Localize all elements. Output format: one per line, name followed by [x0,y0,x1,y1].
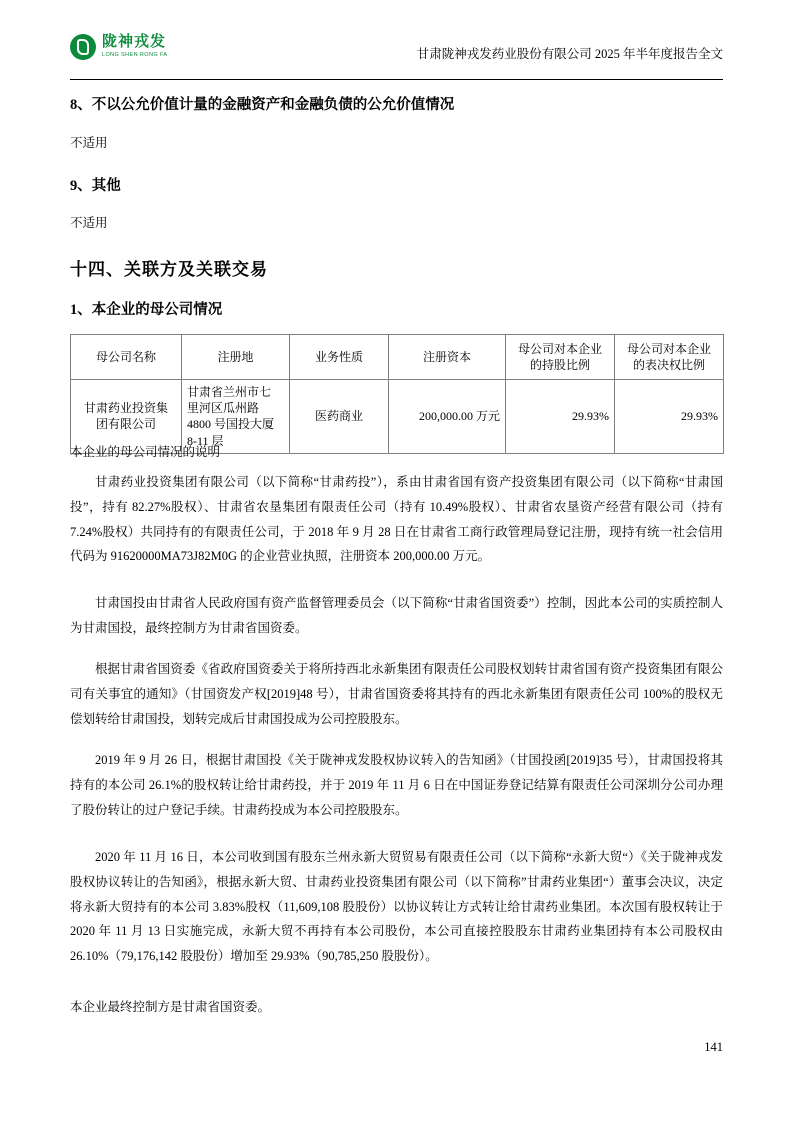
note-paragraph-5: 2020 年 11 月 16 日，本公司收到国有股东兰州永新大贸贸易有限责任公司（以下简称“永新大贸“）《关于陇神戎发股权协议转让的告知函》，根据永新大贸、甘肃药业投资集团有限公司（以下简称”甘肃药业集团“）董事会决议，决定将永新大贸持有的本公司 3.83%股权（11,609,108 股股份）以协议转让方式转让给甘肃药业集团。本次国有股权转让于 2020 年 11 月 13 日实施完成，永新大贸不再持有本公司股份，本公司直接控股股东甘肃药业集团持有本公司股权由 26.10%（79,176,142 股股份）增加至 29.93%（90,785,250 股股份）。 [70,850,723,963]
page-header [70,34,723,78]
note-paragraph-4: 2019 年 9 月 26 日，根据甘肃国投《关于陇神戎发股权协议转入的告知函》（甘国投函[2019]35 号），甘肃国投将其持有的本公司 26.1%的股权转让给甘肃药投，并于 2019 年 11 月 6 日在中国证券登记结算有限责任公司深圳分公司办理了股份转让的过户登记手续。甘肃药投成为本公司控股股东。 [70,753,723,817]
col-header-vote-ratio-line2: 的表决权比例 [632,358,705,372]
col-header-address: 注册地 [182,335,290,380]
page-number: 141 [704,1040,723,1054]
heading-chapter-14: 十四、关联方及关联交易 [70,260,268,279]
logo-name-en: LONG SHEN RONG FA [102,51,168,58]
heading-sub-1: 1、本企业的母公司情况 [70,302,223,318]
note-paragraph-2: 甘肃国投由甘肃省人民政府国有资产监督管理委员会（以下简称“甘肃省国资委”）控制，因此本公司的实质控制人为甘肃国投，最终控制方为甘肃省国资委。 [70,596,723,635]
cell-vote-ratio: 29.93% [615,380,724,454]
table-header-row [71,335,724,380]
cell-company-name-line1: 甘肃药业投资集 [83,401,168,416]
logo-text [102,35,167,59]
logo-name-cn: 陇神戎发 [102,34,167,51]
cell-address-line3: 4800 号国投大厦 [187,417,275,432]
cell-address-line4: 8-11 层 [187,433,224,448]
col-header-business: 业务性质 [290,335,389,380]
note-paragraph-3: 根据甘肃省国资委《省政府国资委关于将所持西北永新集团有限责任公司股权划转甘肃省国有资产投资集团有限公司有关事宜的通知》（甘国资发产权[2019]48 号），甘肃省国资委将其持有的西北永新集团有限责任公司 100%的股权无偿划转给甘肃国投，划转完成后甘肃国投成为公司控股股东。 [70,662,723,726]
cell-business: 医药商业 [290,380,389,454]
cell-company-name-line2: 团有限公司 [95,417,156,432]
cell-address-line2: 里河区瓜州路 [187,401,260,416]
note-paragraph-6: 本企业最终控制方是甘肃省国资委。 [70,1000,271,1014]
col-header-share-ratio-line2: 的持股比例 [529,358,590,372]
col-header-capital: 注册资本 [389,335,506,380]
heading-item-9: 9、其他 [70,178,121,194]
col-header-share-ratio-line1: 母公司对本企业 [517,341,602,356]
company-logo [70,34,167,60]
col-header-name: 母公司名称 [71,335,182,380]
heading-item-8: 8、不以公允价值计量的金融资产和金融负债的公允价值情况 [70,97,455,113]
note-paragraph-1: 甘肃药业投资集团有限公司（以下简称“甘肃药投”），系由甘肃省国有资产投资集团有限公司（以下简称“甘肃国投”，持有 82.27%股权）、甘肃省农垦集团有限责任公司（持有 10.49%股权）、甘肃省农垦资产经营有限公司（持有 7.24%股权）共同持有的有限责任公司，于 2018 年 9 月 28 日在甘肃省工商行政管理局登记注册，现持有统一社会信用代码为 91620000MA73J82M0G 的企业营业执照，注册资本 200,000.00 万元。 [70,475,723,564]
col-header-vote-ratio [615,335,724,380]
parent-company-table [70,334,724,454]
cell-address-line1: 甘肃省兰州市七 [187,385,272,399]
cell-share-ratio: 29.93% [506,380,615,454]
cell-capital: 200,000.00 万元 [389,380,506,454]
logo-leaf-icon [70,34,96,60]
item-8-body: 不适用 [70,136,108,150]
header-divider [70,79,723,80]
item-9-body: 不适用 [70,216,108,230]
col-header-vote-ratio-line1: 母公司对本企业 [626,341,711,356]
header-report-title: 甘肃陇神戎发药业股份有限公司 2025 年半年度报告全文 [416,47,723,61]
notes-caption: 本企业的母公司情况的说明 [70,445,221,459]
col-header-share-ratio [506,335,615,380]
